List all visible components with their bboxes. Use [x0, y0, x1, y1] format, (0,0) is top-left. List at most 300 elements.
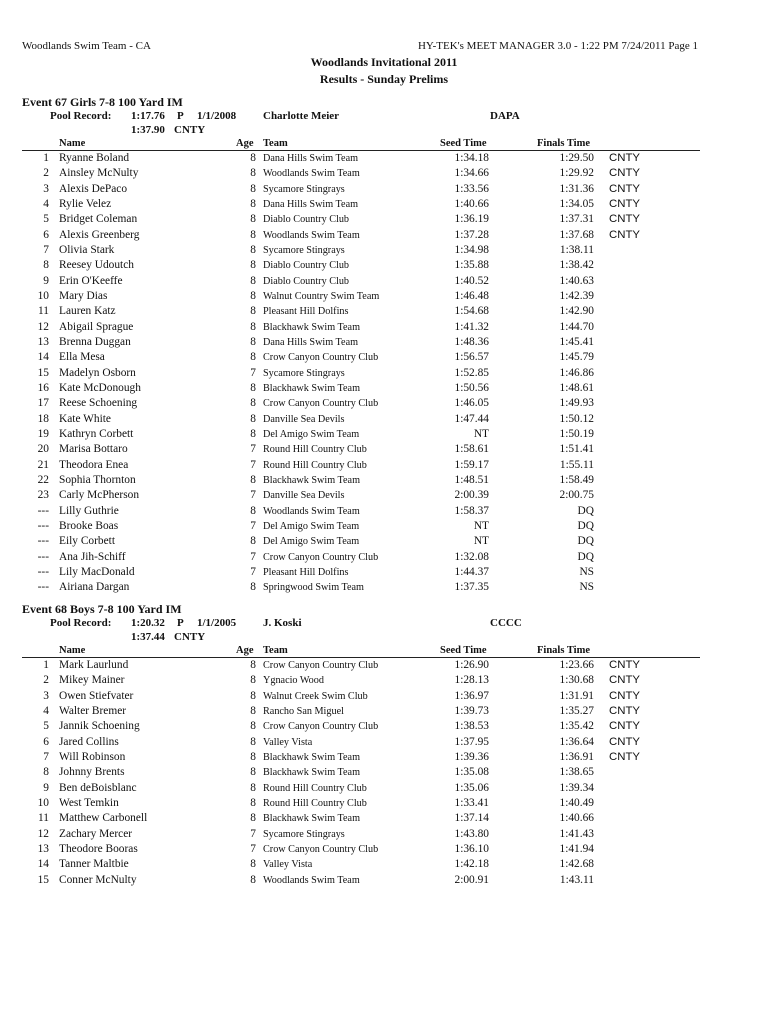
- seed-time-cell: 1:37.28: [454, 228, 489, 241]
- age-cell: 8: [250, 504, 256, 517]
- place-cell: 6: [43, 228, 49, 241]
- age-cell: 7: [250, 550, 256, 563]
- finals-time-cell: 1:50.19: [559, 427, 594, 440]
- age-cell: 8: [250, 535, 256, 548]
- team-cell: Round Hill Country Club: [263, 459, 367, 471]
- place-cell: 10: [37, 290, 49, 302]
- team-cell: Crow Canyon Country Club: [263, 551, 379, 563]
- swimmer-name-cell: Ana Jih-Schiff: [59, 550, 126, 563]
- swimmer-name-cell: Kathryn Corbett: [59, 427, 134, 440]
- finals-time-cell: 1:38.65: [559, 766, 594, 779]
- finals-time-cell: 1:38.42: [559, 259, 594, 272]
- standard-cell: CNTY: [609, 674, 641, 687]
- team-cell: Sycamore Stingrays: [263, 183, 345, 195]
- team-cell: Valley Vista: [263, 736, 313, 748]
- finals-time-cell: 1:46.86: [559, 366, 594, 379]
- col-header-seed: Seed Time: [440, 645, 487, 656]
- team-cell: Pleasant Hill Dolfins: [263, 306, 349, 318]
- team-cell: Diablo Country Club: [263, 214, 350, 226]
- result-row: [0, 382, 768, 397]
- seed-time-cell: NT: [473, 535, 489, 548]
- finals-time-cell: 1:37.68: [559, 228, 594, 241]
- swimmer-name-cell: Walter Bremer: [59, 705, 127, 717]
- result-row: [0, 720, 768, 735]
- team-cell: Blackhawk Swim Team: [263, 321, 360, 333]
- team-cell: Walnut Country Swim Team: [263, 291, 380, 302]
- result-row: [0, 581, 768, 596]
- age-cell: 8: [250, 412, 256, 425]
- place-cell: 5: [43, 213, 49, 226]
- swimmer-name-cell: Brenna Duggan: [59, 336, 131, 348]
- place-cell: 2: [43, 167, 49, 180]
- swimmer-name-cell: Owen Stiefvater: [59, 689, 134, 702]
- team-cell: Ygnacio Wood: [263, 675, 324, 687]
- result-row: [0, 474, 768, 489]
- pool-record-date: 1/1/2005: [197, 617, 237, 629]
- result-row: [0, 489, 768, 504]
- result-row: [0, 259, 768, 274]
- team-cell: Blackhawk Swim Team: [263, 767, 360, 779]
- swimmer-name-cell: Lilly Guthrie: [59, 504, 119, 517]
- standard-cell: CNTY: [609, 167, 641, 180]
- seed-time-cell: 1:50.56: [454, 381, 489, 394]
- age-cell: 8: [250, 228, 256, 241]
- col-header-finals: Finals Time: [537, 645, 590, 656]
- place-cell: 10: [37, 797, 49, 809]
- place-cell: ---: [37, 519, 49, 532]
- age-cell: 7: [250, 458, 256, 471]
- age-cell: 8: [250, 320, 256, 333]
- meet-subtitle: Results - Sunday Prelims: [319, 72, 449, 86]
- col-header-team: Team: [263, 645, 288, 656]
- place-cell: ---: [37, 535, 49, 548]
- swimmer-name-cell: Sophia Thornton: [59, 473, 136, 486]
- place-cell: 21: [37, 458, 49, 471]
- seed-time-cell: 1:26.90: [454, 659, 489, 671]
- finals-time-cell: 1:34.05: [559, 198, 594, 210]
- age-cell: 8: [250, 259, 256, 272]
- age-cell: 8: [250, 274, 256, 287]
- team-cell: Dana Hills Swim Team: [263, 199, 359, 210]
- finals-time-cell: 1:31.91: [559, 689, 594, 702]
- finals-time-cell: 1:51.41: [559, 443, 594, 456]
- seed-time-cell: 1:44.37: [454, 565, 489, 578]
- swimmer-name-cell: Ben deBoisblanc: [59, 781, 137, 794]
- swimmer-name-cell: Theodora Enea: [59, 458, 129, 471]
- seed-time-cell: 1:46.05: [454, 397, 489, 410]
- seed-time-cell: 1:43.80: [454, 827, 489, 840]
- finals-time-cell: 1:48.61: [559, 381, 594, 394]
- age-cell: 8: [250, 182, 256, 195]
- age-cell: 8: [250, 720, 256, 733]
- finals-time-cell: DQ: [577, 504, 594, 517]
- finals-time-cell: 1:23.66: [559, 659, 594, 671]
- team-cell: Crow Canyon Country Club: [263, 844, 379, 855]
- result-row: [0, 797, 768, 812]
- team-cell: Round Hill Country Club: [263, 444, 367, 456]
- seed-time-cell: 1:35.88: [454, 259, 489, 272]
- swimmer-name-cell: Zachary Mercer: [59, 827, 133, 840]
- seed-time-cell: 1:48.51: [454, 473, 489, 486]
- swimmer-name-cell: Brooke Boas: [59, 519, 119, 532]
- team-cell: Rancho San Miguel: [263, 706, 344, 717]
- place-cell: 5: [43, 720, 49, 733]
- result-row: [0, 443, 768, 458]
- standard-time: 1:37.44: [131, 631, 165, 643]
- age-cell: 8: [250, 751, 256, 763]
- result-row: [0, 275, 768, 290]
- place-cell: 13: [37, 843, 49, 855]
- swimmer-name-cell: Erin O'Keeffe: [59, 274, 123, 287]
- age-cell: 8: [250, 167, 256, 180]
- age-cell: 8: [250, 689, 256, 702]
- age-cell: 8: [250, 705, 256, 717]
- result-row: [0, 198, 768, 213]
- team-cell: Del Amigo Swim Team: [263, 428, 360, 440]
- result-row: [0, 305, 768, 320]
- finals-time-cell: 1:55.11: [559, 458, 594, 471]
- standard-cell: CNTY: [609, 228, 641, 241]
- finals-time-cell: NS: [579, 565, 594, 578]
- place-cell: ---: [37, 581, 49, 594]
- seed-time-cell: 1:42.18: [454, 858, 489, 871]
- pool-record-flag: P: [177, 110, 184, 122]
- seed-time-cell: 1:52.85: [454, 366, 489, 379]
- swimmer-name-cell: Mikey Mainer: [59, 674, 125, 687]
- swimmer-name-cell: Reese Schoening: [59, 397, 138, 410]
- result-row: [0, 690, 768, 705]
- team-cell: Crow Canyon Country Club: [263, 721, 379, 733]
- place-cell: ---: [37, 504, 49, 517]
- result-row: [0, 152, 768, 167]
- result-row: [0, 535, 768, 550]
- swimmer-name-cell: Rylie Velez: [59, 198, 112, 210]
- pool-record-label: Pool Record:: [50, 110, 112, 122]
- place-cell: 13: [37, 336, 49, 348]
- place-cell: 12: [37, 827, 49, 840]
- finals-time-cell: 1:43.11: [559, 873, 594, 886]
- age-cell: 7: [250, 565, 256, 578]
- col-header-name: Name: [59, 645, 86, 656]
- team-cell: Diablo Country Club: [263, 260, 350, 272]
- age-cell: 7: [250, 827, 256, 840]
- seed-time-cell: 1:37.95: [454, 735, 489, 748]
- result-row: [0, 736, 768, 751]
- team-cell: Crow Canyon Country Club: [263, 352, 379, 364]
- result-row: [0, 566, 768, 581]
- swimmer-name-cell: Jannik Schoening: [59, 720, 140, 733]
- result-row: [0, 336, 768, 351]
- finals-time-cell: 1:41.94: [559, 843, 594, 855]
- standard-cell: CNTY: [609, 182, 641, 195]
- age-cell: 7: [250, 519, 256, 532]
- standard-cell: CNTY: [609, 152, 641, 164]
- seed-time-cell: NT: [473, 427, 489, 440]
- seed-time-cell: 1:47.44: [454, 412, 489, 425]
- result-row: [0, 782, 768, 797]
- team-cell: Woodlands Swim Team: [263, 229, 360, 241]
- finals-time-cell: 1:45.79: [559, 351, 594, 364]
- team-cell: Woodlands Swim Team: [263, 505, 360, 517]
- place-cell: 6: [43, 735, 49, 748]
- seed-time-cell: 1:41.32: [454, 320, 489, 333]
- swimmer-name-cell: Kate White: [59, 412, 111, 425]
- finals-time-cell: 1:40.66: [559, 812, 594, 825]
- standard-cell: CNTY: [609, 659, 641, 671]
- result-row: [0, 520, 768, 535]
- pool-record-team: DAPA: [490, 110, 520, 122]
- pool-record-time: 1:17.76: [131, 110, 165, 122]
- place-cell: 14: [37, 351, 49, 364]
- finals-time-cell: 1:29.50: [559, 152, 594, 164]
- age-cell: 8: [250, 674, 256, 687]
- result-row: [0, 459, 768, 474]
- age-cell: 8: [250, 659, 256, 671]
- seed-time-cell: 1:35.06: [454, 781, 489, 794]
- swimmer-name-cell: Marisa Bottaro: [59, 443, 128, 456]
- result-row: [0, 766, 768, 781]
- age-cell: 8: [250, 781, 256, 794]
- team-cell: Round Hill Country Club: [263, 798, 367, 809]
- place-cell: 16: [37, 381, 49, 394]
- swimmer-name-cell: Alexis DePaco: [59, 182, 128, 195]
- standard-time: 1:37.90: [131, 124, 165, 136]
- finals-time-cell: 1:49.93: [559, 397, 594, 410]
- result-row: [0, 244, 768, 259]
- age-cell: 8: [250, 152, 256, 164]
- team-cell: Springwood Swim Team: [263, 582, 364, 594]
- place-cell: 9: [43, 274, 49, 287]
- place-cell: 11: [38, 812, 49, 825]
- seed-time-cell: 1:58.37: [454, 504, 489, 517]
- standard-cell: CNTY: [609, 213, 641, 226]
- seed-time-cell: 1:33.56: [454, 182, 489, 195]
- age-cell: 8: [250, 766, 256, 779]
- seed-time-cell: 1:36.97: [454, 689, 489, 702]
- finals-time-cell: 1:35.27: [559, 705, 594, 717]
- swimmer-name-cell: Airiana Dargan: [59, 581, 130, 594]
- swimmer-name-cell: Mary Dias: [59, 290, 108, 302]
- finals-time-cell: 1:41.43: [559, 827, 594, 840]
- place-cell: 15: [37, 366, 49, 379]
- result-row: [0, 290, 768, 305]
- finals-time-cell: 1:29.92: [559, 167, 594, 180]
- col-header-finals: Finals Time: [537, 138, 590, 149]
- team-cell: Sycamore Stingrays: [263, 828, 345, 840]
- swimmer-name-cell: Olivia Stark: [59, 244, 115, 256]
- seed-time-cell: 1:33.41: [454, 797, 489, 809]
- pool-record-label: Pool Record:: [50, 617, 112, 629]
- result-row: [0, 828, 768, 843]
- place-cell: 19: [37, 427, 49, 440]
- age-cell: 8: [250, 735, 256, 748]
- team-cell: Sycamore Stingrays: [263, 367, 345, 379]
- result-row: [0, 843, 768, 858]
- finals-time-cell: DQ: [577, 550, 594, 563]
- seed-time-cell: 1:34.66: [454, 167, 489, 180]
- place-cell: 1: [43, 152, 49, 164]
- place-cell: ---: [37, 565, 49, 578]
- seed-time-cell: 1:32.08: [454, 550, 489, 563]
- age-cell: 7: [250, 443, 256, 456]
- finals-time-cell: 1:40.49: [559, 797, 594, 809]
- age-cell: 8: [250, 797, 256, 809]
- result-row: [0, 367, 768, 382]
- result-row: [0, 229, 768, 244]
- team-cell: Blackhawk Swim Team: [263, 382, 360, 394]
- result-row: [0, 428, 768, 443]
- place-cell: 8: [43, 259, 49, 272]
- finals-time-cell: 1:45.41: [559, 336, 594, 348]
- place-cell: 18: [37, 412, 49, 425]
- seed-time-cell: 1:37.35: [454, 581, 489, 594]
- pool-record-holder: Charlotte Meier: [263, 110, 340, 122]
- team-cell: Pleasant Hill Dolfins: [263, 566, 349, 578]
- seed-time-cell: 1:48.36: [454, 336, 489, 348]
- pool-record-holder: J. Koski: [263, 617, 302, 629]
- age-cell: 7: [250, 489, 256, 502]
- seed-time-cell: 1:56.57: [454, 351, 489, 364]
- swimmer-name-cell: Matthew Carbonell: [59, 812, 148, 825]
- result-row: [0, 505, 768, 520]
- finals-time-cell: NS: [579, 581, 594, 594]
- result-row: [0, 321, 768, 336]
- age-cell: 7: [250, 366, 256, 379]
- col-header-age: Age: [236, 645, 254, 656]
- seed-time-cell: 1:36.10: [454, 843, 489, 855]
- swimmer-name-cell: Theodore Booras: [59, 843, 138, 855]
- age-cell: 8: [250, 858, 256, 871]
- finals-time-cell: 1:44.70: [559, 320, 594, 333]
- age-cell: 8: [250, 336, 256, 348]
- seed-time-cell: 1:39.36: [454, 751, 489, 763]
- finals-time-cell: 1:42.90: [559, 305, 594, 318]
- place-cell: 20: [37, 443, 49, 456]
- finals-time-cell: 1:38.11: [559, 244, 594, 256]
- standard-cell: CNTY: [609, 735, 641, 748]
- finals-time-cell: 1:36.64: [559, 735, 594, 748]
- standard-cell: CNTY: [609, 720, 641, 733]
- swimmer-name-cell: Tanner Maltbie: [59, 858, 129, 871]
- seed-time-cell: 1:46.48: [454, 290, 489, 302]
- place-cell: 2: [43, 674, 49, 687]
- event-title: Event 67 Girls 7-8 100 Yard IM: [22, 95, 183, 109]
- team-cell: Blackhawk Swim Team: [263, 813, 360, 825]
- finals-time-cell: 1:30.68: [559, 674, 594, 687]
- team-cell: Del Amigo Swim Team: [263, 520, 360, 532]
- result-row: [0, 413, 768, 428]
- place-cell: 4: [43, 198, 49, 210]
- team-cell: Round Hill Country Club: [263, 782, 367, 794]
- pool-record-team: CCCC: [490, 617, 522, 629]
- result-row: [0, 551, 768, 566]
- pool-record-date: 1/1/2008: [197, 110, 237, 122]
- team-cell: Valley Vista: [263, 859, 313, 871]
- team-cell: Blackhawk Swim Team: [263, 474, 360, 486]
- swimmer-name-cell: West Temkin: [59, 797, 119, 809]
- seed-time-cell: 1:54.68: [454, 305, 489, 318]
- seed-time-cell: 1:35.08: [454, 766, 489, 779]
- finals-time-cell: DQ: [577, 519, 594, 532]
- swimmer-name-cell: Will Robinson: [59, 751, 126, 763]
- place-cell: 11: [38, 305, 49, 318]
- result-row: [0, 213, 768, 228]
- team-cell: Danville Sea Devils: [263, 413, 345, 425]
- seed-time-cell: 2:00.91: [454, 873, 489, 886]
- meet-title: Woodlands Invitational 2011: [310, 55, 458, 69]
- age-cell: 8: [250, 198, 256, 210]
- seed-time-cell: 2:00.39: [454, 489, 489, 502]
- finals-time-cell: 1:58.49: [559, 473, 594, 486]
- seed-time-cell: 1:34.98: [454, 244, 489, 256]
- age-cell: 8: [250, 873, 256, 886]
- swimmer-name-cell: Ella Mesa: [59, 351, 105, 364]
- place-cell: 3: [43, 689, 49, 702]
- team-cell: Woodlands Swim Team: [263, 168, 360, 180]
- result-row: [0, 812, 768, 827]
- result-row: [0, 674, 768, 689]
- place-cell: 15: [37, 873, 49, 886]
- event-title: Event 68 Boys 7-8 100 Yard IM: [22, 602, 182, 616]
- header-rule: [22, 657, 700, 658]
- finals-time-cell: 1:37.31: [559, 213, 594, 226]
- result-row: [0, 167, 768, 182]
- swimmer-name-cell: Lily MacDonald: [59, 565, 135, 578]
- place-cell: 8: [43, 766, 49, 779]
- swimmer-name-cell: Abigail Sprague: [59, 320, 134, 333]
- seed-time-cell: 1:34.18: [454, 152, 489, 164]
- finals-time-cell: 1:50.12: [559, 412, 594, 425]
- team-cell: Walnut Creek Swim Club: [263, 690, 368, 702]
- result-row: [0, 659, 768, 674]
- place-cell: 22: [37, 473, 49, 486]
- result-row: [0, 705, 768, 720]
- result-row: [0, 351, 768, 366]
- age-cell: 8: [250, 397, 256, 410]
- age-cell: 8: [250, 351, 256, 364]
- team-cell: Dana Hills Swim Team: [263, 337, 359, 348]
- seed-time-cell: 1:39.73: [454, 705, 489, 717]
- finals-time-cell: 2:00.75: [559, 489, 594, 502]
- seed-time-cell: 1:40.52: [454, 274, 489, 287]
- swimmer-name-cell: Alexis Greenberg: [59, 228, 140, 241]
- swimmer-name-cell: Lauren Katz: [59, 305, 116, 318]
- header-rule: [22, 150, 700, 151]
- finals-time-cell: 1:35.42: [559, 720, 594, 733]
- standard-label: CNTY: [174, 124, 206, 136]
- swimmer-name-cell: Eily Corbett: [59, 535, 115, 548]
- place-cell: ---: [37, 550, 49, 563]
- swimmer-name-cell: Ainsley McNulty: [59, 167, 139, 180]
- finals-time-cell: 1:42.68: [559, 858, 594, 871]
- swimmer-name-cell: Jared Collins: [59, 735, 119, 748]
- seed-time-cell: 1:28.13: [454, 674, 489, 687]
- age-cell: 8: [250, 290, 256, 302]
- place-cell: 3: [43, 182, 49, 195]
- swimmer-name-cell: Johnny Brents: [59, 766, 125, 779]
- seed-time-cell: 1:40.66: [454, 198, 489, 210]
- age-cell: 8: [250, 812, 256, 825]
- finals-time-cell: 1:36.91: [559, 751, 594, 763]
- result-row: [0, 858, 768, 873]
- seed-time-cell: 1:59.17: [454, 458, 489, 471]
- team-cell: Woodlands Swim Team: [263, 874, 360, 886]
- finals-time-cell: 1:42.39: [559, 290, 594, 302]
- place-cell: 4: [43, 705, 49, 717]
- place-cell: 14: [37, 858, 49, 871]
- swimmer-name-cell: Reesey Udoutch: [59, 259, 134, 272]
- swimmer-name-cell: Carly McPherson: [59, 489, 140, 502]
